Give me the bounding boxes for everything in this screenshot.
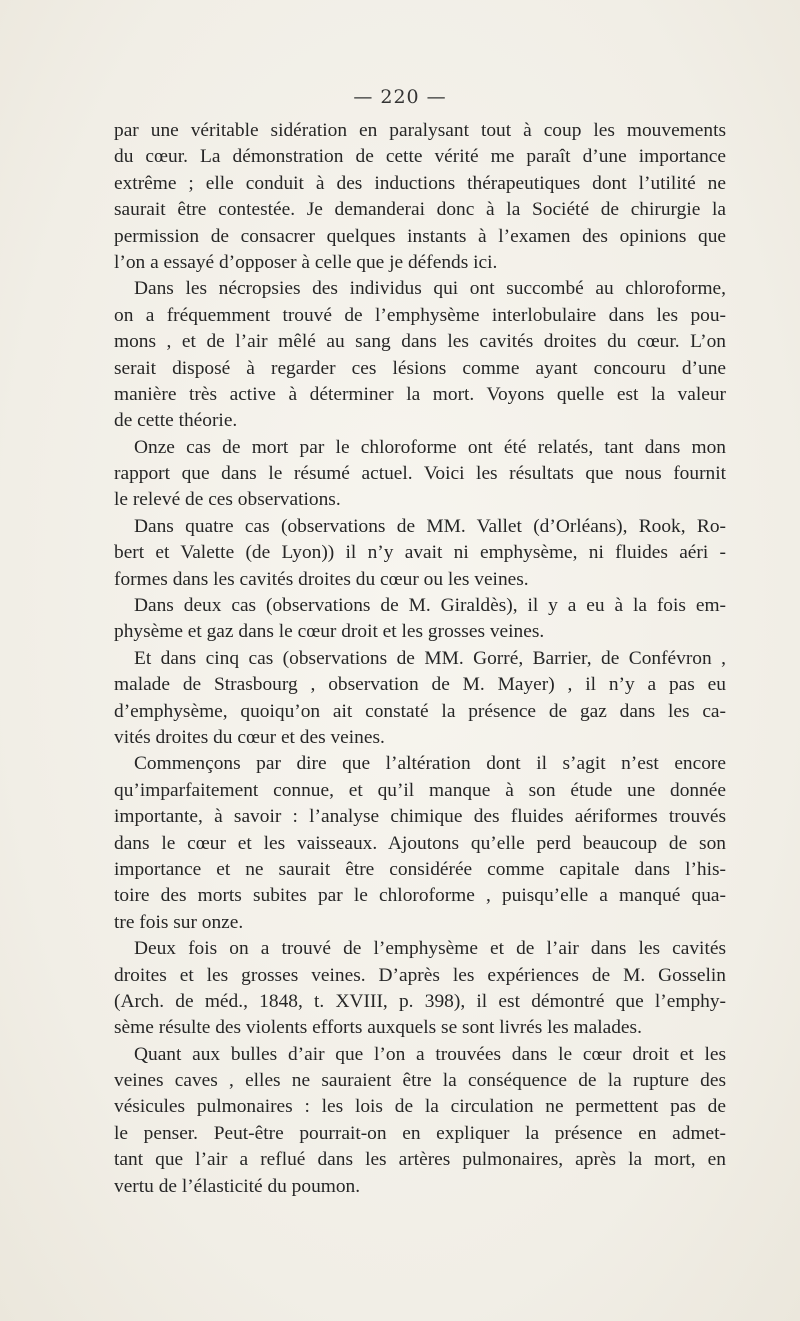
text-line: sème résulte des violents efforts auxquels se sont livrés les malades. [114, 1017, 642, 1039]
text-line: Dans quatre cas (observations de MM. Vallet (d’Orléans), Rook, Ro- [134, 515, 726, 537]
text-line: Onze cas de mort par le chloroforme ont été relatés, tant dans mon [134, 436, 726, 458]
text-line: toire des morts subites par le chloroforme , puisqu’elle a manqué qua- [114, 885, 726, 907]
text-line: Commençons par dire que l’altération dont il s’agit n’est encore [134, 753, 726, 775]
text-line: vertu de l’élasticité du poumon. [114, 1175, 361, 1197]
text-line: vésicules pulmonaires : les lois de la circulation ne permettent pas de [114, 1096, 726, 1118]
text-line: de cette théorie. [114, 410, 238, 432]
paragraph [114, 276, 726, 434]
text-line: (Arch. de méd., 1848, t. XVIII, p. 398), il est démontré que l’emphy- [114, 990, 726, 1012]
text-line: Dans les nécropsies des individus qui ont succombé au chloroforme, [134, 278, 726, 300]
text-line: importante, à savoir : l’analyse chimique des fluides aériformes trouvés [114, 806, 726, 828]
text-line: Quant aux bulles d’air que l’on a trouvées dans le cœur droit et les [134, 1043, 726, 1065]
text-line: Et dans cinq cas (observations de MM. Gorré, Barrier, de Confévron , [134, 647, 726, 669]
text-line: le relevé de ces observations. [114, 489, 341, 511]
text-line: bert et Valette (de Lyon)) il n’y avait ni emphysème, ni fluides aéri - [114, 542, 726, 564]
paragraph [114, 593, 726, 646]
text-line: physème et gaz dans le cœur droit et les grosses veines. [114, 621, 545, 643]
text-line: du cœur. La démonstration de cette vérité me paraît d’une importance [114, 146, 726, 168]
text-line: rapport que dans le résumé actuel. Voici les résultats que nous fournit [114, 463, 726, 485]
text-line: l’on a essayé d’opposer à celle que je défends ici. [114, 251, 498, 273]
text-line: le penser. Peut-être pourrait-on en expliquer la présence en admet- [114, 1122, 726, 1144]
body-text [114, 118, 726, 1200]
text-line: saurait être contestée. Je demanderai donc à la Société de chirurgie la [114, 199, 726, 221]
text-line: malade de Strasbourg , observation de M. Mayer) , il n’y a pas eu [114, 674, 726, 696]
text-line: droites et les grosses veines. D’après les expériences de M. Gosselin [114, 964, 726, 986]
text-line: tre fois sur onze. [114, 911, 244, 933]
text-line: manière très active à déterminer la mort. Voyons quelle est la valeur [114, 383, 726, 405]
paragraph [114, 646, 726, 752]
text-line: d’emphysème, quoiqu’on ait constaté la présence de gaz dans les ca- [114, 700, 726, 722]
text-line: formes dans les cavités droites du cœur ou les veines. [114, 568, 529, 590]
text-line: veines caves , elles ne sauraient être la conséquence de la rupture des [114, 1070, 726, 1092]
page-number: — 220 — [353, 86, 447, 108]
paragraph [114, 514, 726, 593]
text-line: permission de consacrer quelques instants à l’examen des opinions que [114, 225, 726, 247]
text-line: importance et ne saurait être considérée comme capitale dans l’his- [114, 858, 726, 880]
text-line: extrême ; elle conduit à des inductions thérapeutiques dont l’utilité ne [114, 172, 726, 194]
paragraph [114, 435, 726, 514]
text-line: Dans deux cas (observations de M. Giraldès), il y a eu à la fois em- [134, 595, 726, 617]
text-line: on a fréquemment trouvé de l’emphysème interlobulaire dans les pou- [114, 304, 726, 326]
paragraph [114, 751, 726, 936]
text-line: dans le cœur et les vaisseaux. Ajoutons qu’elle perd beaucoup de son [114, 832, 726, 854]
text-line: serait disposé à regarder ces lésions comme ayant concouru d’une [114, 357, 726, 379]
paragraph [114, 1042, 726, 1200]
text-line: tant que l’air a reflué dans les artères pulmonaires, après la mort, en [114, 1149, 726, 1171]
text-line: mons , et de l’air mêlé au sang dans les cavités droites du cœur. L’on [114, 331, 726, 353]
text-line: par une véritable sidération en paralysant tout à coup les mouvements [114, 120, 726, 141]
text-line: vités droites du cœur et des veines. [114, 726, 385, 748]
paragraph [114, 936, 726, 1042]
text-line: Deux fois on a trouvé de l’emphysème et de l’air dans les cavités [134, 938, 726, 960]
paragraph [114, 118, 726, 276]
text-line: qu’imparfaitement connue, et qu’il manque à son étude une donnée [114, 779, 726, 801]
